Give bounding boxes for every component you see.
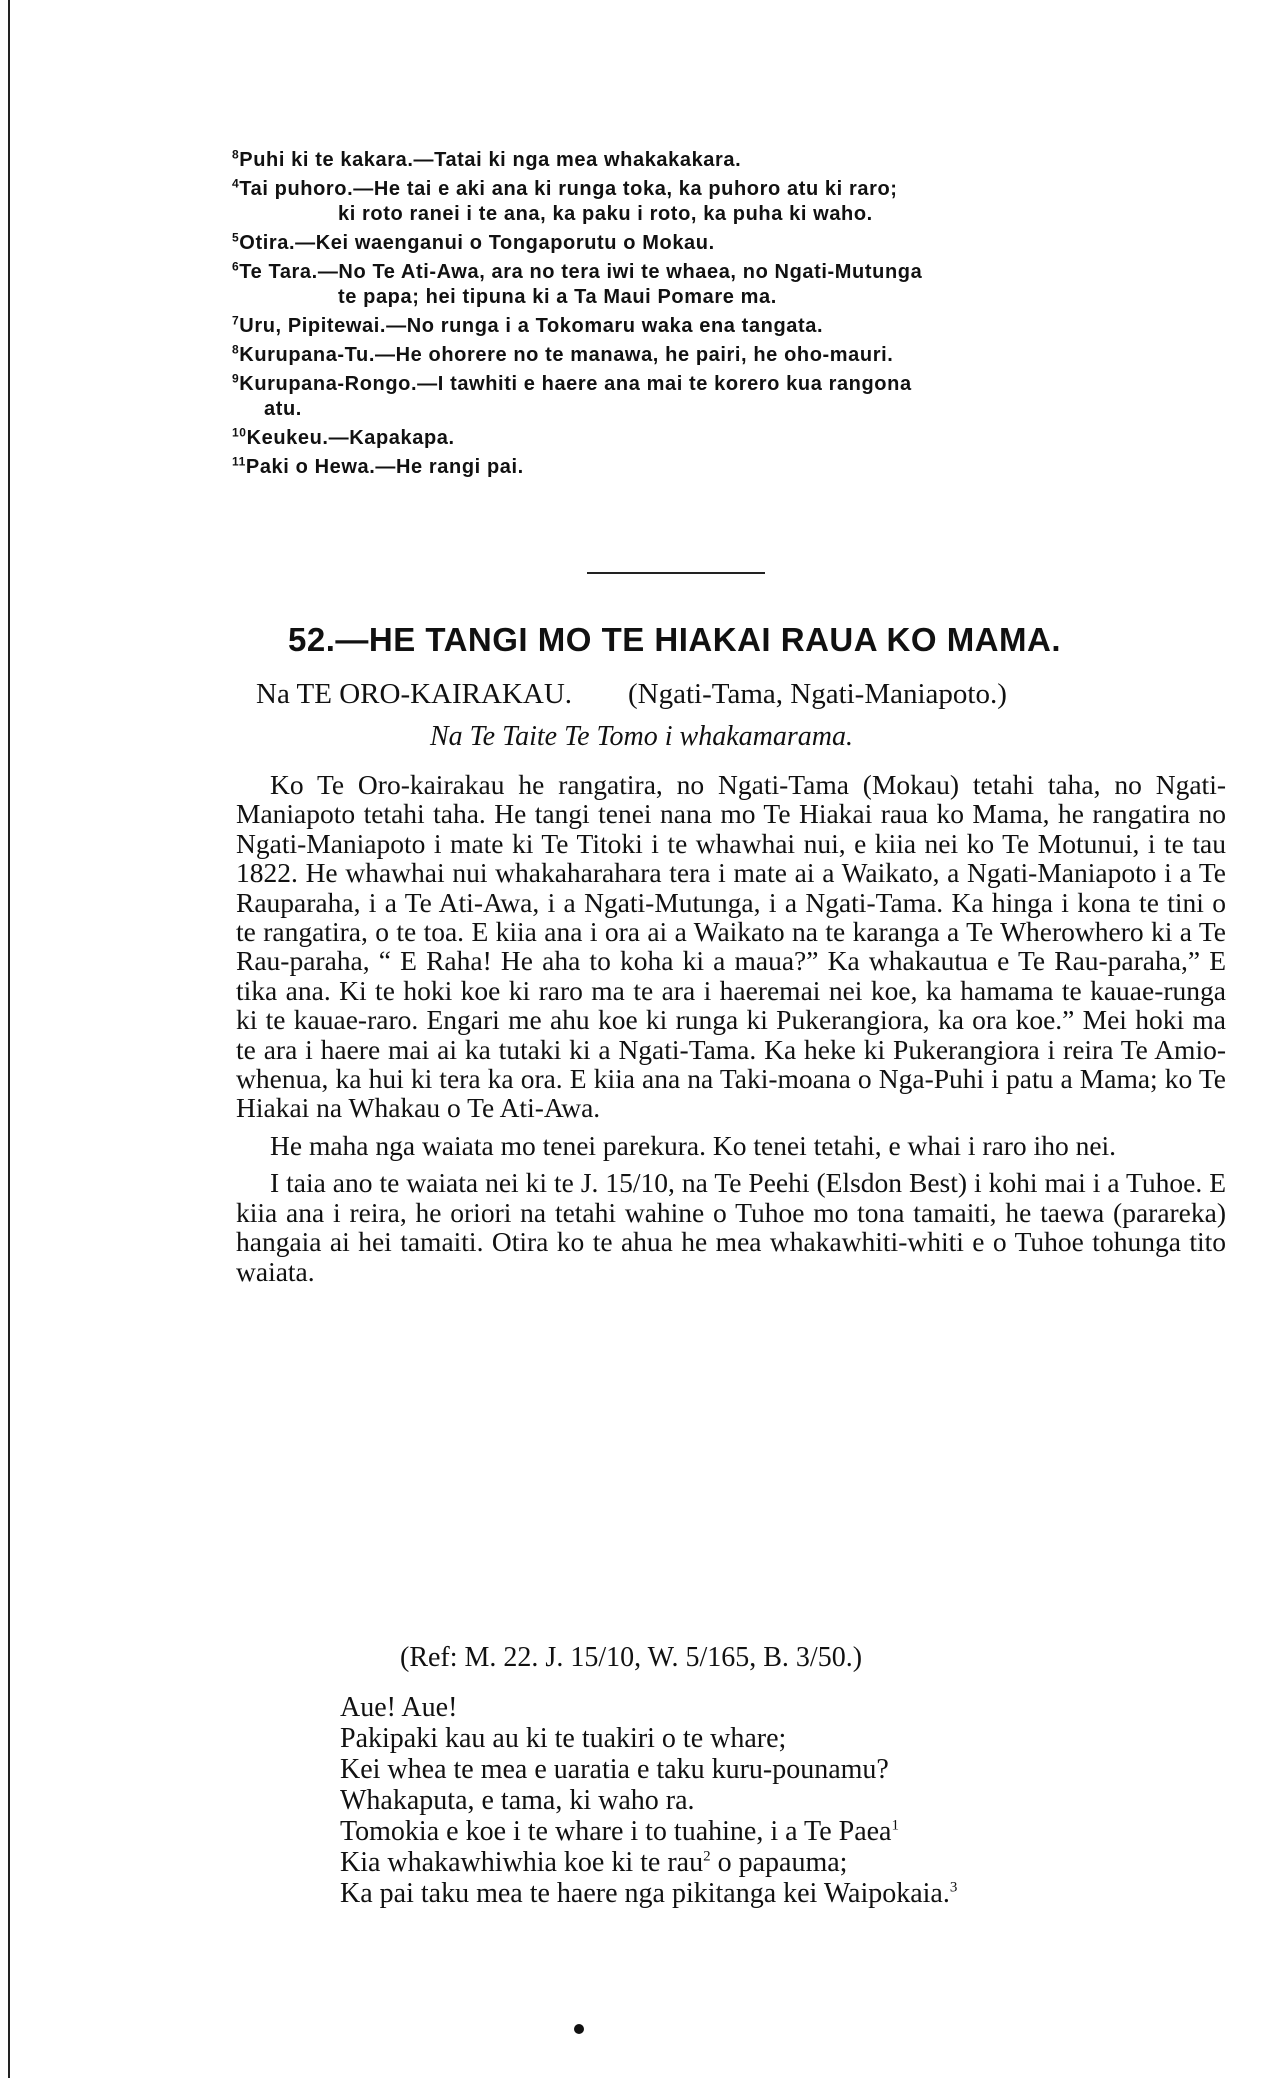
footnote-continuation: te papa; hei tipuna ki a Ta Maui Pomare ma. — [338, 286, 777, 308]
footnote-number: 8 — [232, 147, 240, 162]
footnote: $^8$Puhi ki te kakara.—Tatai ki nga mea whakakakara. — [232, 147, 742, 171]
tribes: (Ngati-Tama, Ngati-Maniapoto.) — [628, 678, 1007, 710]
footnote-continuation: ki roto ranei i te ana, ka paku i roto, ka puha ki waho. — [338, 203, 873, 225]
footnote: $^{10}$Keukeu.—Kapakapa. — [232, 425, 455, 449]
footnote-term: Kurupana-Rongo. — [239, 373, 418, 395]
poem-line — [340, 1785, 1240, 1816]
footnote-text: Kei waenganui o Tongaporutu o Mokau. — [315, 232, 715, 254]
poem-line — [340, 1692, 1240, 1723]
footnote-text: He ohorere no te manawa, he pairi, he oho-mauri. — [395, 344, 894, 366]
page-edge — [0, 0, 10, 2078]
footnote-number: 5 — [232, 230, 240, 245]
footnote-number: 9 — [232, 371, 240, 386]
footnote-marker: 2 — [703, 1848, 711, 1865]
section-divider — [587, 572, 765, 574]
footnote-continuation: atu. — [264, 398, 302, 420]
footnote-text: He tai e aki ana ki runga toka, ka puhoro atu ki raro; — [373, 178, 898, 200]
footnote-marker: 3 — [949, 1879, 958, 1896]
poem-line-tail: o papauma; — [710, 1847, 848, 1878]
footnote-term: Tai puhoro. — [239, 178, 354, 200]
footnote-text: Kapakapa. — [349, 427, 455, 449]
footnote: $^7$Uru, Pipitewai.—No runga i a Tokomaru waka ena tangata. — [232, 313, 824, 337]
footnote-text: Tatai ki nga mea whakakakara. — [434, 149, 742, 171]
footnote-text: I tawhiti e haere ana mai te korero kua rangona — [437, 373, 912, 395]
footnote-term: Uru, Pipitewai. — [239, 315, 387, 337]
paragraph: He maha nga waiata mo tenei parekura. Ko tenei tetahi, e whai i raro iho nei. — [270, 1129, 1117, 1161]
paragraph: Ko Te Oro-kairakau he rangatira, no Ngati-Tama (Mokau) tetahi taha, no Ngati-Maniapoto tetahi taha. He tangi tenei nana mo Te Hiakai raua ko Mama, he rangatira no Ngati-Maniapoto i mate ki Te Titoki i te whawhai nui, e kiia nei ko Te Motunui, i te tau 1822. He whawhai nui whakaharahara tera i mate ai a Waikato, a Ngati-Maniapoto i a Te Rauparaha, i a Te Ati-Awa, i a Ngati-Mutunga, i a Ngati-Tama. Ka hinga i kona te tini o te rangatira, o te toa. E kiia ana i ora ai a Waikato na te karanga a Te Wherowhero ki a Te Rau-paraha, “ E Raha! He aha to koha ki a maua?” Ka whakautua e Te Rau-paraha,” E tika ana. Ki te hoki koe ki raro ma te ara i haeremai nei koe, ka hamama te kauae-runga ki te kauae-raro. Engari me ahu koe ki runga ki Pukerangiora, ka ora koe.” Mei hoki ma te ara i haere mai ai ka tutaki ki a Ngati-Tama. Ka heke ki Pukerangiora i reira Te Amio-whenua, ka hui ki tera ka ora. E kiia ana na Taki-moana o Nga-Puhi i patu a Mama; ko Te Hiakai na Whakau o Te Ati-Awa. — [236, 769, 1226, 1124]
poem — [340, 1692, 1240, 1909]
footnote-marker: 1 — [891, 1817, 899, 1834]
poem-line-text: Aue! Aue! — [340, 1692, 458, 1723]
poem-line-text: Kia whakawhiwhia koe ki te rau — [340, 1847, 704, 1878]
paragraph: I taia ano te waiata nei ki te J. 15/10, na Te Peehi (Elsdon Best) i kohi mai i a Tuhoe. E kiia ana i reira, he oriori na tetahi wahine o Tuhoe mo tona tamaiti, he taewa (parareka) hangaia ai hei tamaiti. Otira ko te ahua he mea whakawhiti-whiti e o Tuhoe tohunga tito waiata. — [236, 1167, 1226, 1287]
footnote: $^9$Kurupana-Rongo.—I tawhiti e haere ana mai te korero kua rangona atu. — [232, 372, 1232, 422]
footnote-term: Paki o Hewa. — [245, 456, 376, 478]
page-bullet-mark — [574, 2024, 584, 2034]
poem-line-text: Kei whea te mea e uaratia e taku kuru-pounamu? — [340, 1754, 889, 1785]
poem-line — [340, 1847, 1240, 1878]
poem-line-text: Tomokia e koe i te whare i to tuahine, i a Te Paea — [340, 1816, 892, 1847]
footnote-term: Otira. — [239, 232, 296, 254]
poem-line — [340, 1816, 1240, 1847]
body-text — [236, 770, 1226, 1294]
poem-line — [340, 1878, 1240, 1909]
footnote: $^{11}$Paki o Hewa.—He rangi pai. — [232, 454, 524, 478]
byline — [256, 676, 1256, 712]
footnote: $^8$Kurupana-Tu.—He ohorere no te manawa, he pairi, he oho-mauri. — [232, 342, 894, 366]
footnote-term: Kurupana-Tu. — [239, 344, 375, 366]
footnote-text: No runga i a Tokomaru waka ena tangata. — [406, 315, 824, 337]
footnote-number: 11 — [232, 454, 246, 469]
footnotes — [232, 148, 1232, 484]
poem-line-text: Ka pai taku mea te haere nga pikitanga kei Waipokaia. — [340, 1878, 950, 1909]
footnote-term: Te Tara. — [239, 261, 318, 283]
poem-line — [340, 1754, 1240, 1785]
footnote-term: Puhi ki te kakara. — [239, 149, 414, 171]
reference-line: (Ref: M. 22. J. 15/10, W. 5/165, B. 3/50.) — [400, 1642, 863, 1673]
footnote: $^4$Tai puhoro.—He tai e aki ana ki runga toka, ka puhoro atu ki raro; ki roto ranei i te ana, ka paku i roto, ka puha ki waho. — [232, 177, 1232, 227]
author: Na TE ORO-KAIRAKAU. — [256, 678, 573, 710]
section-heading: 52.—HE TANGI MO TE HIAKAI RAUA KO MAMA. — [288, 621, 1062, 658]
footnote: $^6$Te Tara.—No Te Ati-Awa, ara no tera iwi te whaea, no Ngati-Mutunga te papa; hei tipuna ki a Ta Maui Pomare ma. — [232, 260, 1232, 310]
credit-line: Na Te Taite Te Tomo i whakamarama. — [430, 721, 853, 752]
footnote-number: 8 — [232, 342, 240, 357]
poem-line-text: Pakipaki kau au ki te tuakiri o te whare; — [340, 1723, 787, 1754]
poem-line — [340, 1723, 1240, 1754]
footnote-number: 6 — [232, 259, 240, 274]
footnote-text: He rangi pai. — [395, 456, 524, 478]
footnote-number: 10 — [232, 425, 247, 440]
footnote-text: No Te Ati-Awa, ara no tera iwi te whaea, no Ngati-Mutunga — [338, 261, 923, 283]
footnote-number: 4 — [232, 176, 240, 191]
poem-line-text: Whakaputa, e tama, ki waho ra. — [340, 1785, 695, 1816]
footnote: $^5$Otira.—Kei waenganui o Tongaporutu o Mokau. — [232, 230, 715, 254]
footnote-number: 7 — [232, 313, 240, 328]
footnote-term: Keukeu. — [246, 427, 329, 449]
